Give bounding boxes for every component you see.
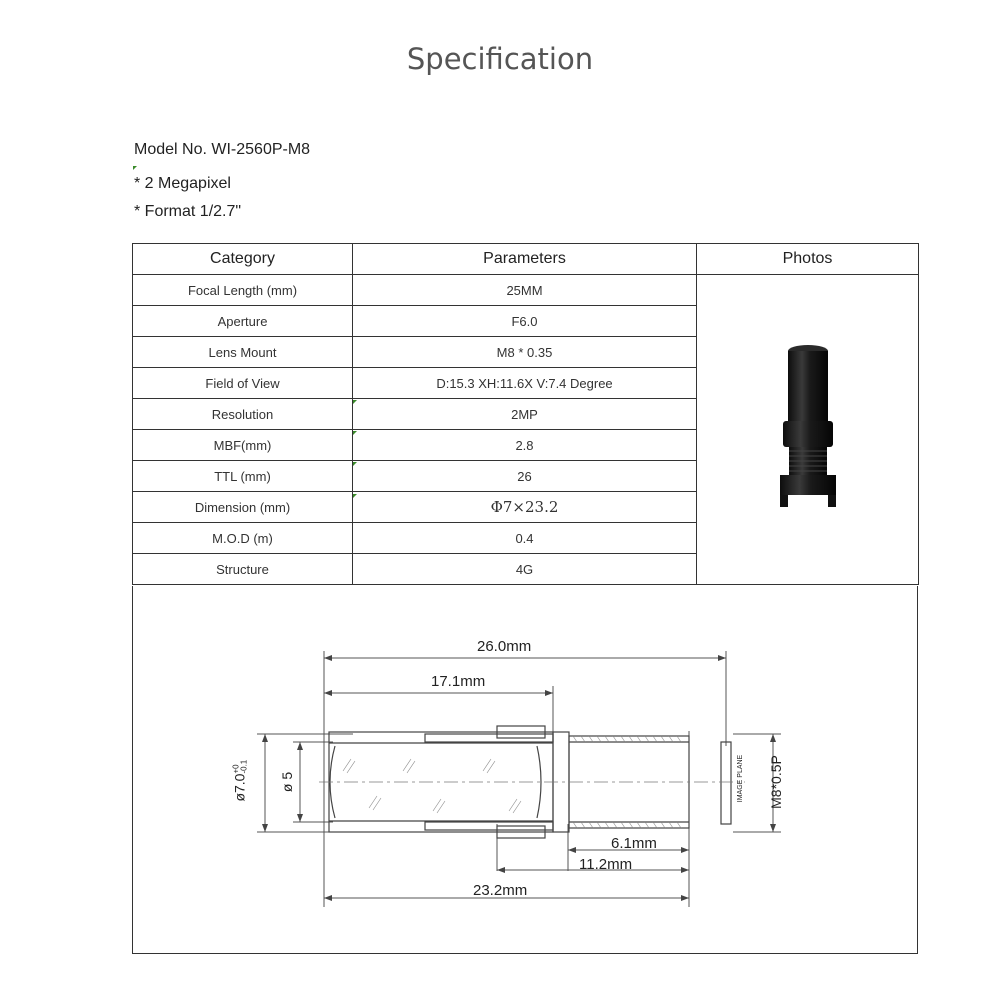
- header-parameters: Parameters: [353, 244, 697, 275]
- row-value: M8 * 0.35: [353, 337, 697, 368]
- row-category: Dimension (mm): [133, 492, 353, 523]
- row-category: MBF(mm): [133, 430, 353, 461]
- lens-photo: [763, 341, 853, 516]
- image-plane-label: IMAGE PLANE: [737, 754, 745, 803]
- row-category: TTL (mm): [133, 461, 353, 492]
- technical-drawing-box: [132, 586, 918, 954]
- row-value: F6.0: [353, 306, 697, 337]
- row-value: 26: [353, 461, 697, 492]
- green-marker: [353, 494, 357, 498]
- green-marker: [353, 462, 357, 466]
- row-category: Aperture: [133, 306, 353, 337]
- row-value: 2.8: [353, 430, 697, 461]
- row-category: Structure: [133, 554, 353, 585]
- row-value: 4G: [353, 554, 697, 585]
- header-photos: Photos: [697, 244, 919, 275]
- table-row: [133, 275, 919, 306]
- row-category: Resolution: [133, 399, 353, 430]
- dim-thread-length: 6.1mm: [611, 835, 657, 852]
- thread-spec-label: M8*0.5P: [767, 755, 784, 809]
- dim-lens-length: 17.1mm: [431, 673, 486, 690]
- green-marker: [133, 166, 137, 170]
- dim-inner-diameter: ø 5: [279, 771, 296, 793]
- model-number: Model No. WI-2560P-M8: [134, 141, 311, 158]
- photo-cell: [697, 275, 919, 585]
- row-value: 0.4: [353, 523, 697, 554]
- dim-mount-length: 11.2mm: [579, 856, 633, 873]
- outer-diameter-label: ø7.0: [231, 773, 248, 802]
- header-category: Category: [133, 244, 353, 275]
- table-header-row: [133, 244, 919, 275]
- page-title: Specification: [406, 42, 594, 76]
- spec-table: [132, 243, 919, 585]
- dim-overall-length: 26.0mm: [477, 638, 532, 655]
- row-value: Φ7×23.2: [353, 492, 697, 523]
- row-category: Lens Mount: [133, 337, 353, 368]
- dim-outer-diameter: [231, 760, 248, 802]
- row-category: Focal Length (mm): [133, 275, 353, 306]
- dim-body-length: 23.2mm: [473, 882, 528, 899]
- green-marker: [353, 431, 357, 435]
- row-value: D:15.3 XH:11.6X V:7.4 Degree: [353, 368, 697, 399]
- row-category: M.O.D (m): [133, 523, 353, 554]
- outer-tolerance-upper: +0: [231, 764, 241, 774]
- row-value: 2MP: [353, 399, 697, 430]
- row-value: 25MM: [353, 275, 697, 306]
- feature-megapixel: * 2 Megapixel: [134, 175, 231, 192]
- row-category: Field of View: [133, 368, 353, 399]
- feature-format: * Format 1/2.7": [134, 203, 242, 220]
- outer-tolerance-lower: -0.1: [239, 759, 249, 774]
- green-marker: [353, 400, 357, 404]
